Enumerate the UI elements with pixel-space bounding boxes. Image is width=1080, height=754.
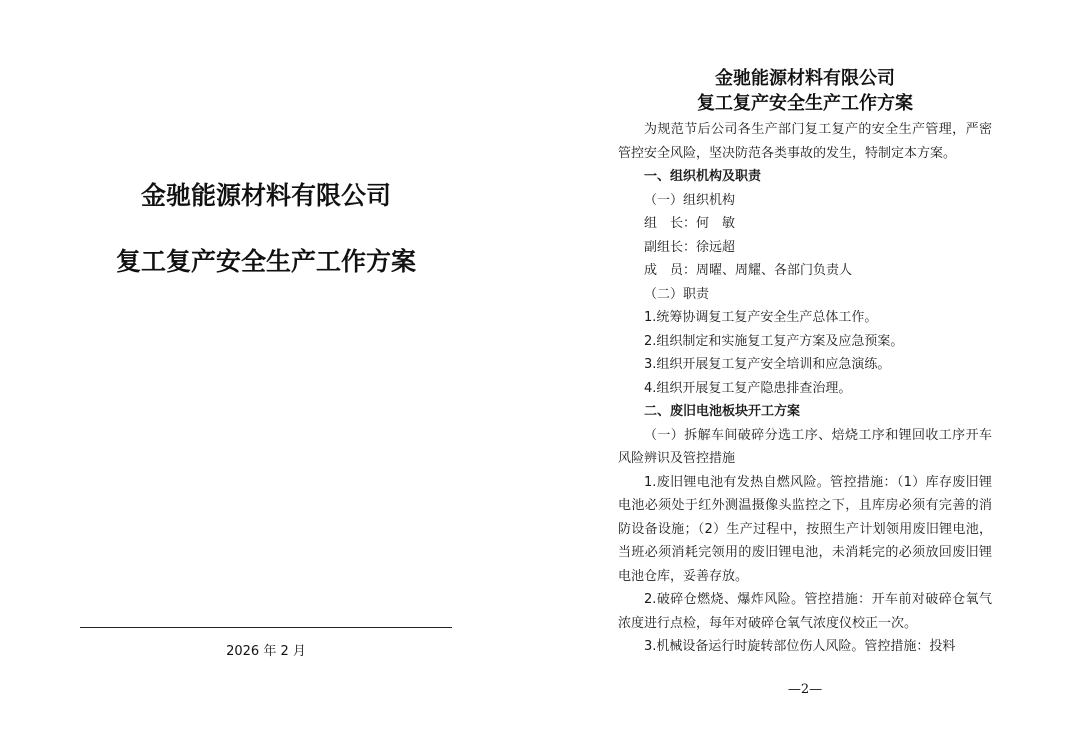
section2-heading: 二、废旧电池板块开工方案 — [644, 404, 801, 419]
page-number: —2— — [787, 682, 823, 697]
intro-paragraph: 为规范节后公司各生产部门复工复产的安全生产管理，严密管控安全风险，坚决防范各类事故的发生，特制定本方案。 — [618, 122, 992, 161]
duty-item: 2.组织制定和实施复工复产方案及应急预案。 — [644, 333, 904, 349]
cover-date: 2026 年 2 月 — [226, 644, 306, 659]
risk-item: 3.机械设备运行时旋转部位伤人风险。管控措施：投料 — [644, 639, 956, 654]
duty-item: 3.组织开展复工复产安全培训和应急演练。 — [644, 357, 891, 372]
cover-company-name: 金驰能源材料有限公司 — [140, 181, 391, 210]
document-company-name: 金驰能源材料有限公司 — [715, 68, 895, 89]
duty-item: 4.组织开展复工复产隐患排查治理。 — [644, 380, 852, 396]
section1-subheading-duties: （二）职责 — [644, 286, 710, 302]
content-page — [540, 0, 1080, 754]
cover-divider — [80, 627, 452, 628]
risk-item: 2.破碎仓燃烧、爆炸风险。管控措施：开车前对破碎仓氧气浓度进行点检，每年对破碎仓氧气浓度仪校正一次。 — [618, 592, 992, 631]
section1-heading: 一、组织机构及职责 — [644, 169, 762, 184]
duty-item: 1.统筹协调复工复产安全生产总体工作。 — [644, 310, 878, 325]
cover-title: 复工复产安全生产工作方案 — [115, 247, 416, 276]
section2-subheading: （一）拆解车间破碎分选工序、焙烧工序和锂回收工序开车风险辨识及管控措施 — [618, 427, 992, 466]
document-body — [618, 118, 992, 659]
document-title: 复工复产安全生产工作方案 — [697, 93, 913, 114]
risk-item: 1.废旧锂电池有发热自燃风险。管控措施：（1）库存废旧锂电池必须处于红外测温摄像头监控之下，且库房必须有完善的消防设备设施；（2）生产过程中，按照生产计划领用废旧锂电池，当班必须消耗完领用的废旧锂电池，未消耗完的必须放回废旧锂电池仓库，妥善存放。 — [618, 474, 992, 584]
deputy-line: 副组长：徐远超 — [644, 239, 736, 255]
section1-subheading-organization: （一）组织机构 — [644, 192, 736, 208]
leader-line: 组 长：何 敏 — [644, 216, 736, 231]
members-line: 成 员：周曜、周耀、各部门负责人 — [644, 263, 853, 278]
